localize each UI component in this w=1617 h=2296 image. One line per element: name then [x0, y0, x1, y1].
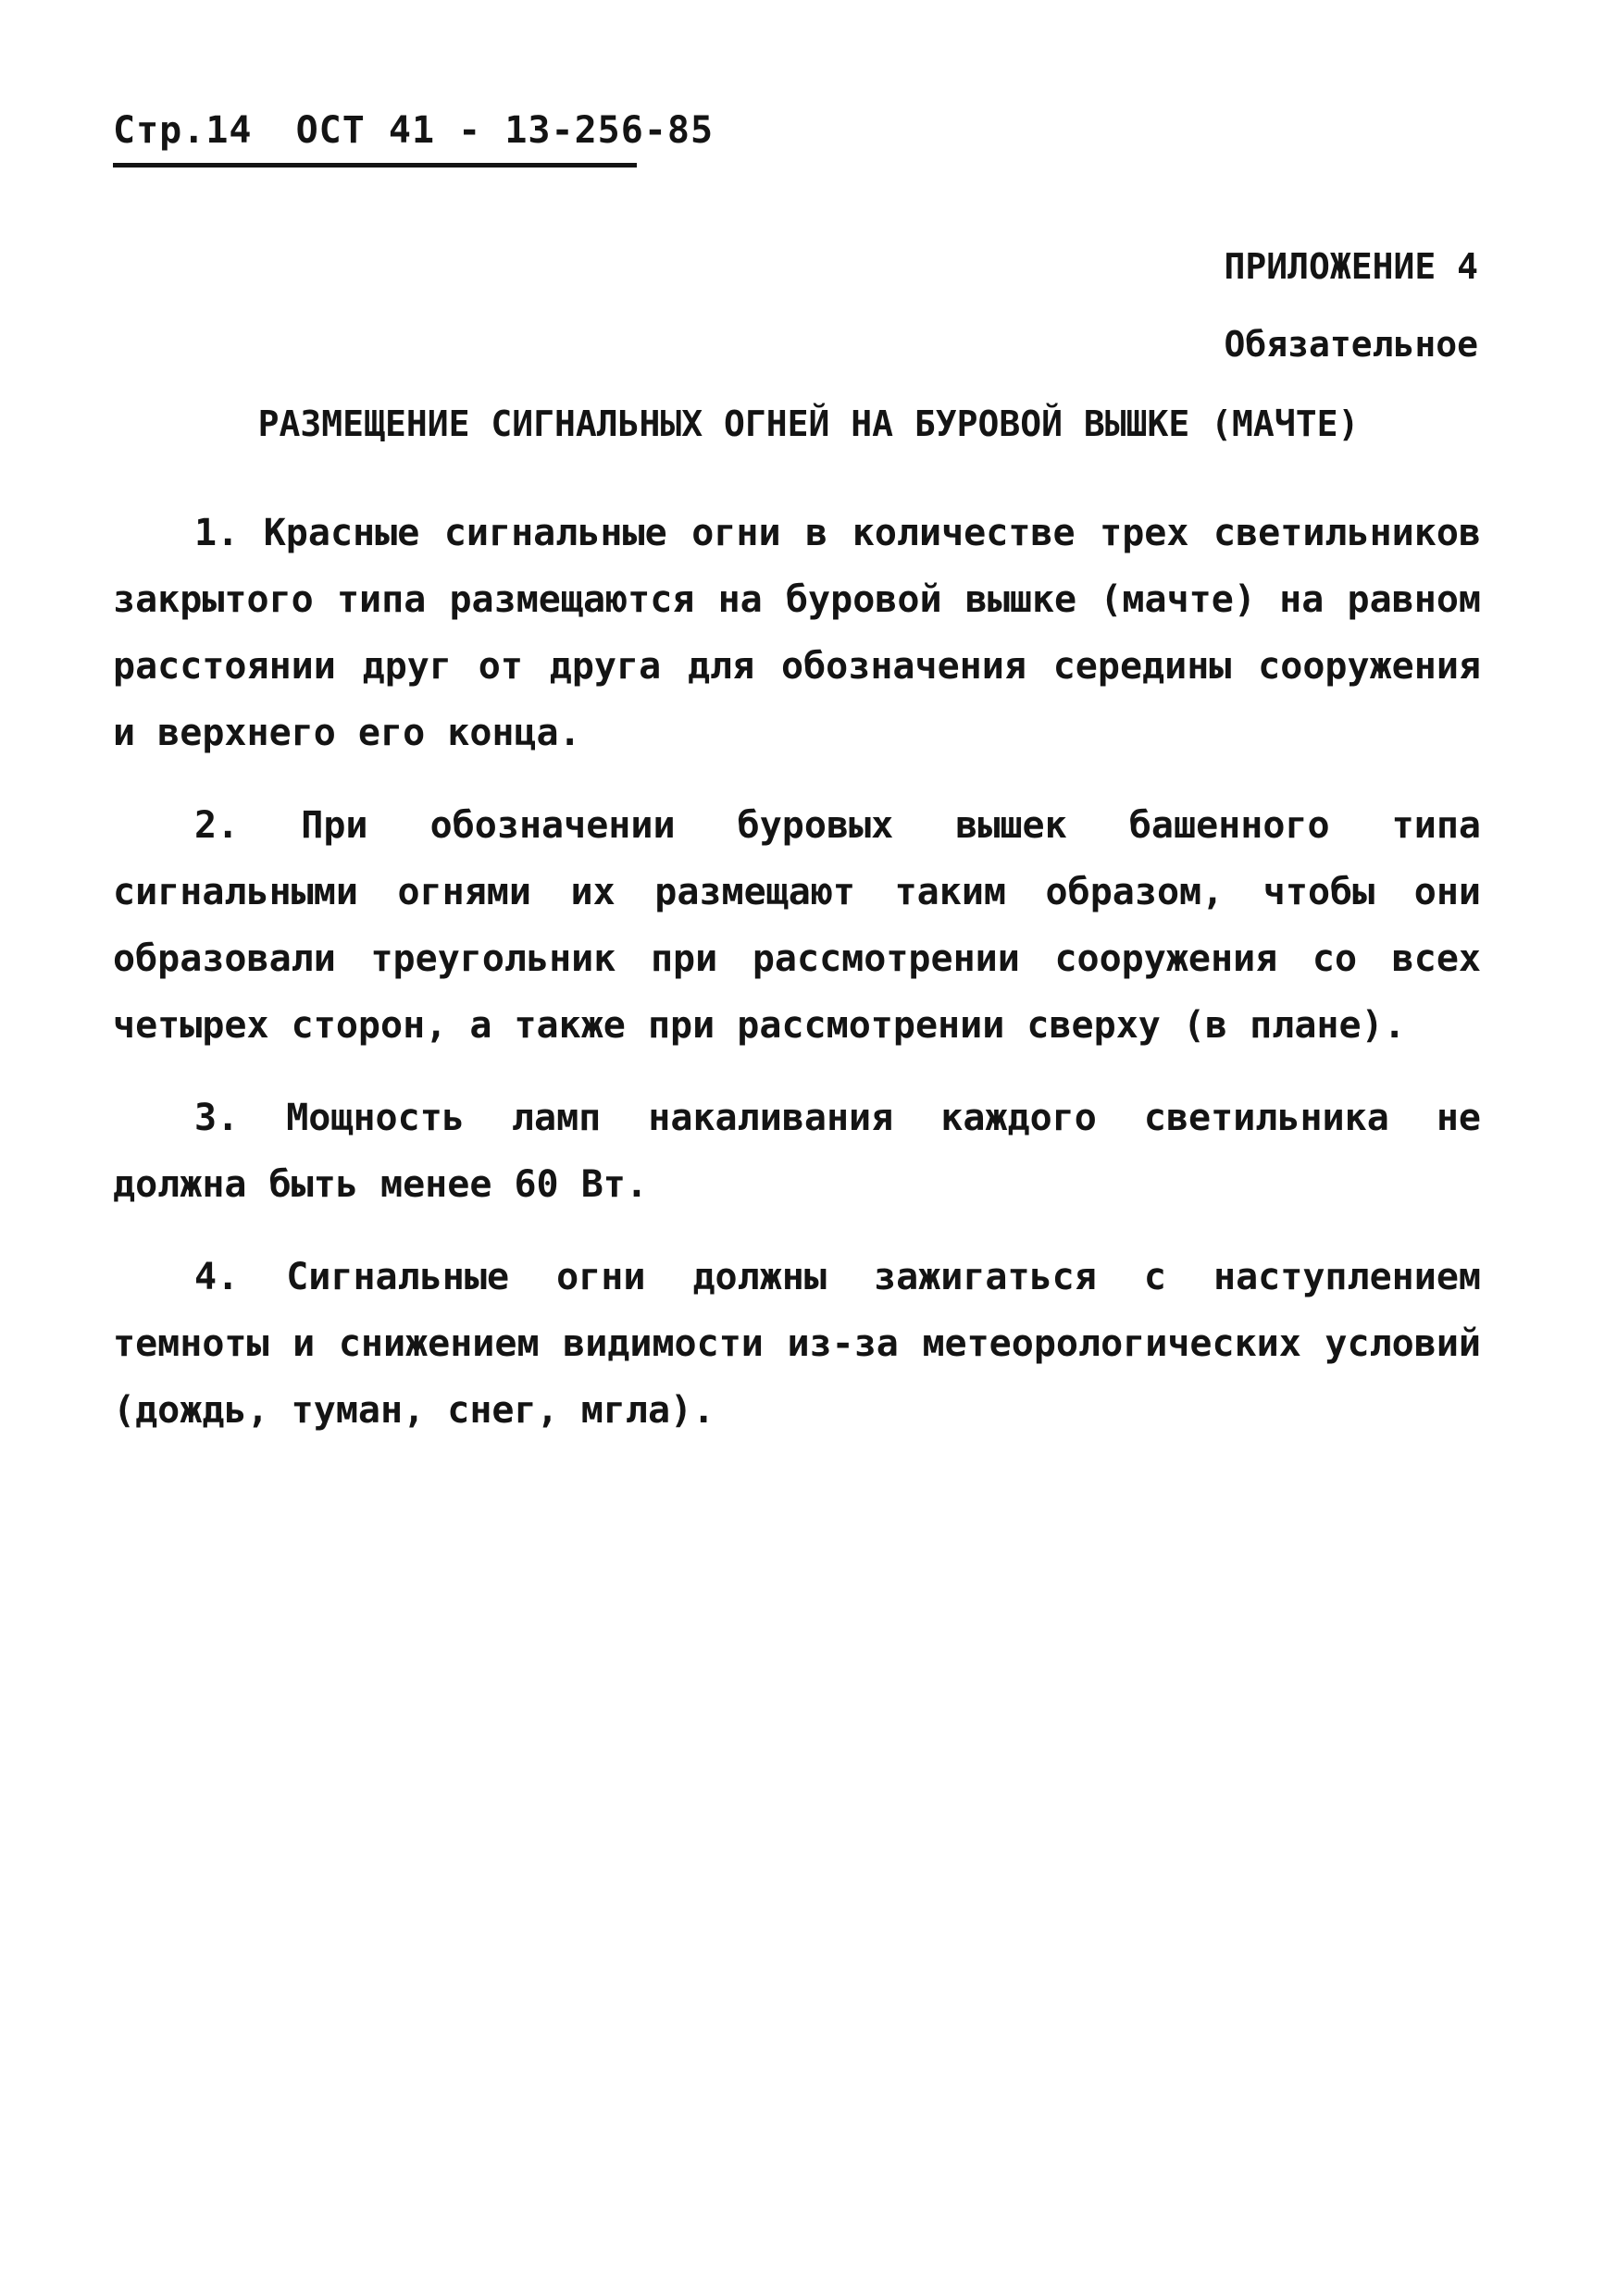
appendix-label: ПРИЛОЖЕНИЕ 4	[1224, 246, 1478, 287]
paragraph-1: 1. Красные сигнальные огни в количестве трех светильников закрытого типа размещаются на буровой вышке (мачте) на равном расстоянии друг от друга для обозначения середины сооружения и верхнего его конца.	[113, 512, 1481, 754]
body-text	[113, 500, 1481, 1470]
page-header	[113, 109, 734, 152]
appendix-block	[1224, 228, 1478, 383]
appendix-status: Обязательное	[1224, 324, 1478, 365]
paragraph-2: 2. При обозначении буровых вышек башенного типа сигнальными огнями их размещают таким образом, чтобы они образовали треугольник при рассмотрении сооружения со всех четырех сторон, а также при рассмотрении сверху (в плане).	[113, 804, 1481, 1047]
section-title: РАЗМЕЩЕНИЕ СИГНАЛЬНЫХ ОГНЕЙ НА БУРОВОЙ ВЫШКЕ (МАЧТЕ)	[257, 403, 1360, 444]
paragraph-3: 3. Мощность ламп накаливания каждого светильника не должна быть менее 60 Вт.	[113, 1097, 1481, 1206]
page-number: Стр.14	[113, 109, 253, 152]
document-code: ОСТ 41 - 13-256-85	[295, 109, 715, 152]
paragraph-4: 4. Сигнальные огни должны зажигаться с наступлением темноты и снижением видимости из-за метеорологических условий (дождь, туман, снег, мгла).	[113, 1256, 1481, 1432]
header-underline	[113, 163, 637, 168]
